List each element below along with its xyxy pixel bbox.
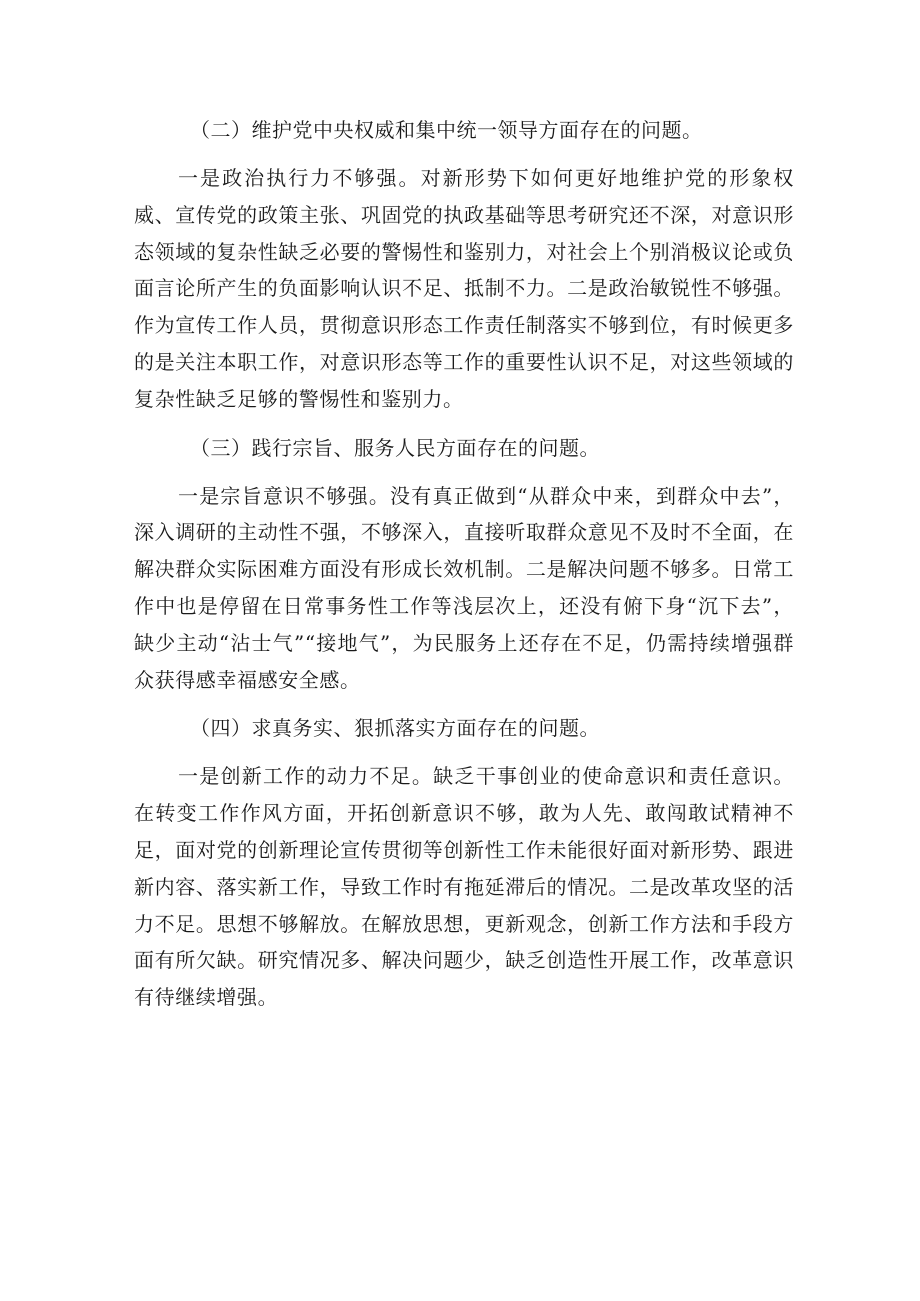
section-paragraph-4: 一是创新工作的动力不足。缺乏干事创业的使命意识和责任意识。在转变工作作风方面，开拓创新意识不够，敢为人先、敢闯敢试精神不足，面对党的创新理论宣传贯彻等创新性工作未能很好面对新形势、跟进新内容、落实新工作，导致工作时有拖延滞后的情况。二是改革攻坚的活力不足。思想不够解放。在解放思想，更新观念，创新工作方法和手段方面有所欠缺。研究情况多、解决问题少，缺乏创造性开展工作，改革意识有待继续增强。 [134,764,794,1010]
section-heading-4: （四）求真务实、狠抓落实方面存在的问题。 [190,716,600,741]
section-paragraph-3: 一是宗旨意识不够强。没有真正做到“从群众中来，到群众中去”，深入调研的主动性不强，不够深入，直接听取群众意见不及时不全面，在解决群众实际困难方面没有形成长效机制。二是解决问题不够多。日常工作中也是停留在日常事务性工作等浅层次上，还没有俯下身“沉下去”，缺少主动“沾士气”“接地气”，为民服务上还存在不足，仍需持续增强群众获得感幸福感安全感。 [134,483,794,692]
section-paragraph-2: 一是政治执行力不够强。对新形势下如何更好地维护党的形象权威、宣传党的政策主张、巩固党的执政基础等思考研究还不深，对意识形态领域的复杂性缺乏必要的警惕性和鉴别力，对社会上个别消极议论或负面言论所产生的负面影响认识不足、抵制不力。二是政治敏锐性不够强。作为宣传工作人员，贯彻意识形态工作责任制落实不够到位，有时候更多的是关注本职工作，对意识形态等工作的重要性认识不足，对这些领域的复杂性缺乏足够的警惕性和鉴别力。 [134,166,794,411]
document-body [134,112,794,1016]
section-heading-3: （三）践行宗旨、服务人民方面存在的问题。 [190,435,600,460]
section-heading-2: （二）维护党中央权威和集中统一领导方面存在的问题。 [190,118,703,142]
